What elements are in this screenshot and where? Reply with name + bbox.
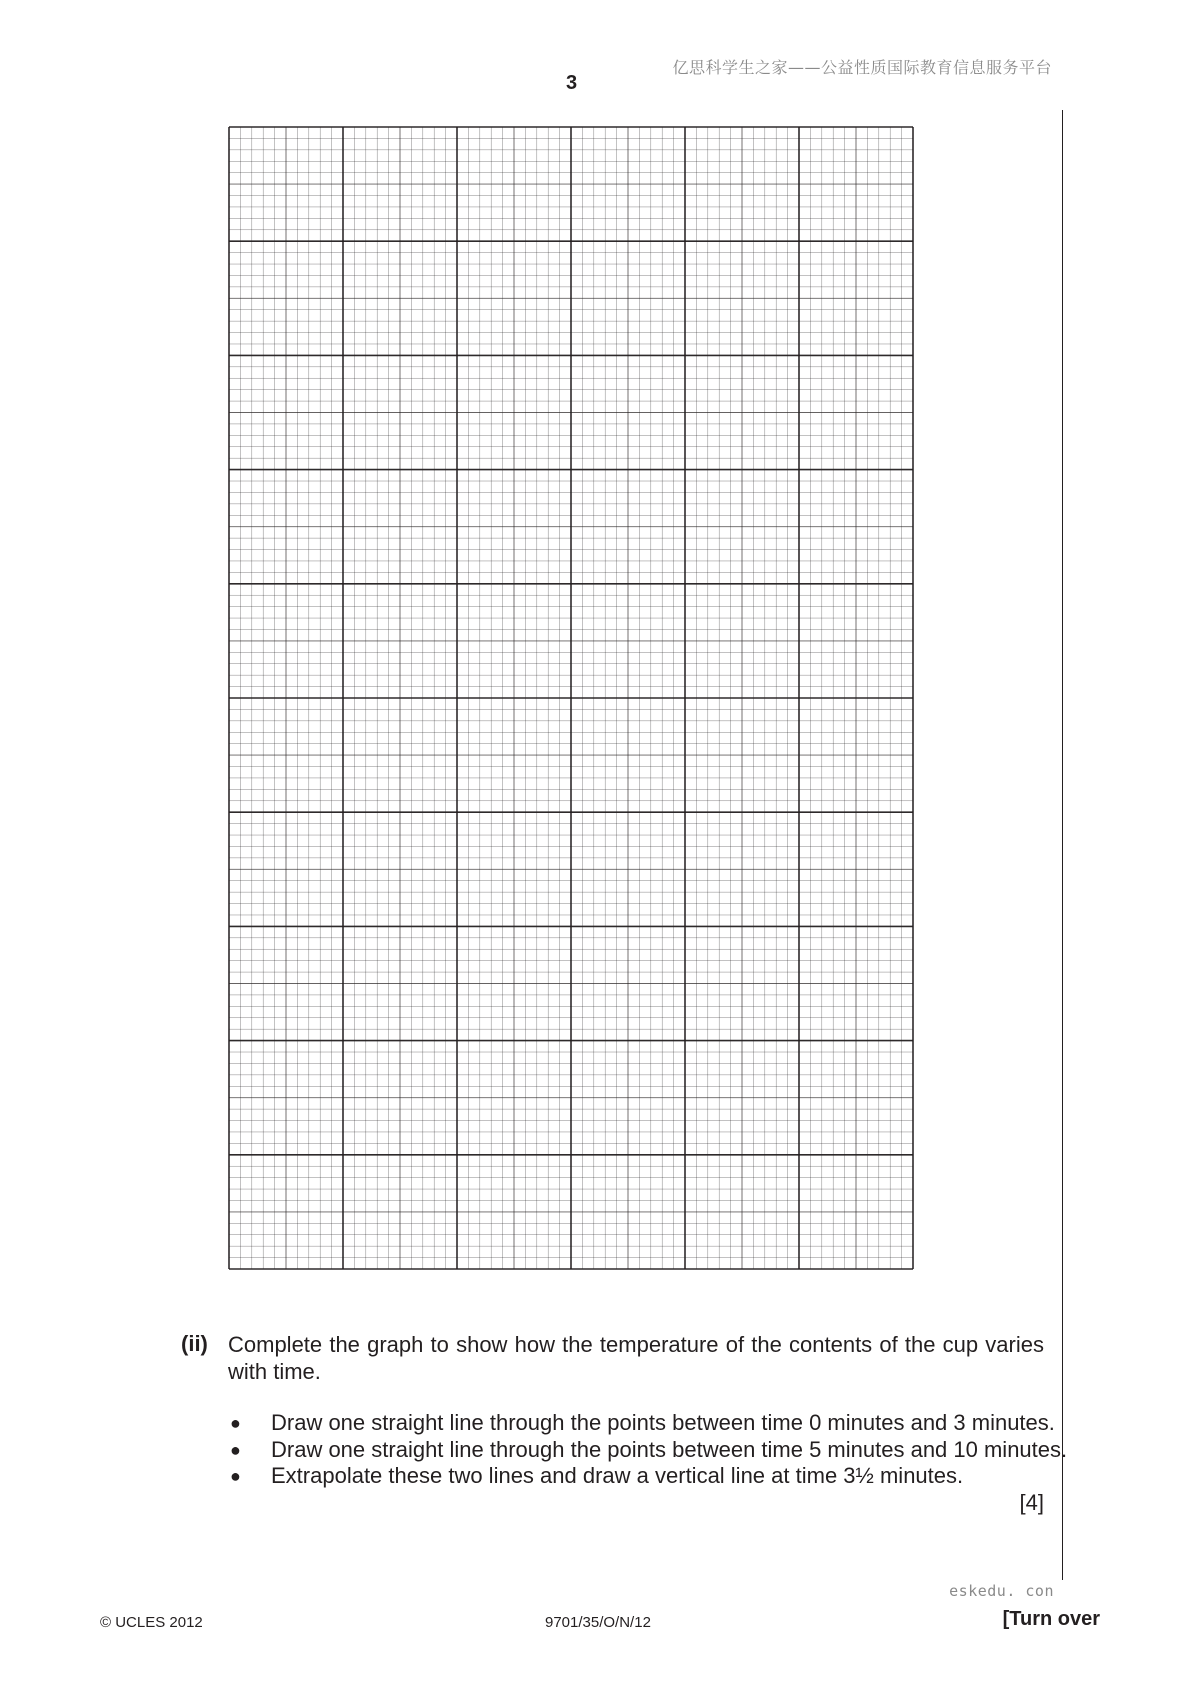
bullet-item xyxy=(228,1436,1068,1464)
bullet-item xyxy=(228,1463,1058,1490)
bullet-dot-icon: ● xyxy=(230,1413,241,1433)
bullet-dot-icon: ● xyxy=(230,1439,241,1460)
marks-allocation: [4] xyxy=(1019,1490,1044,1515)
instruction-bullets xyxy=(228,1410,1068,1490)
margin-rule xyxy=(1062,110,1063,1580)
graph-paper xyxy=(228,126,914,1270)
page-number: 3 xyxy=(565,72,578,94)
site-watermark: eskedu. con xyxy=(949,1582,1054,1600)
bullet-text: Extrapolate these two lines and draw a vertical line at time 3½ minutes. xyxy=(271,1463,964,1488)
graph-paper-grid xyxy=(228,126,914,1270)
question-part-label: (ii) xyxy=(181,1331,208,1356)
header-watermark: 亿思科学生之家——公益性质国际教育信息服务平台 xyxy=(672,58,1052,77)
bullet-item xyxy=(228,1410,1058,1437)
paper-code: 9701/35/O/N/12 xyxy=(545,1614,651,1631)
bullet-dot-icon: ● xyxy=(230,1466,241,1486)
turn-over-note: [Turn over xyxy=(1002,1608,1100,1630)
bullet-text: Draw one straight line through the points between time 5 minutes and 10 minutes. xyxy=(271,1436,1068,1462)
copyright-notice: © UCLES 2012 xyxy=(100,1614,203,1631)
bullet-text: Draw one straight line through the points between time 0 minutes and 3 minutes. xyxy=(271,1410,1055,1435)
question-instruction: Complete the graph to show how the temperature of the contents of the cup varies with time. xyxy=(228,1332,1044,1384)
